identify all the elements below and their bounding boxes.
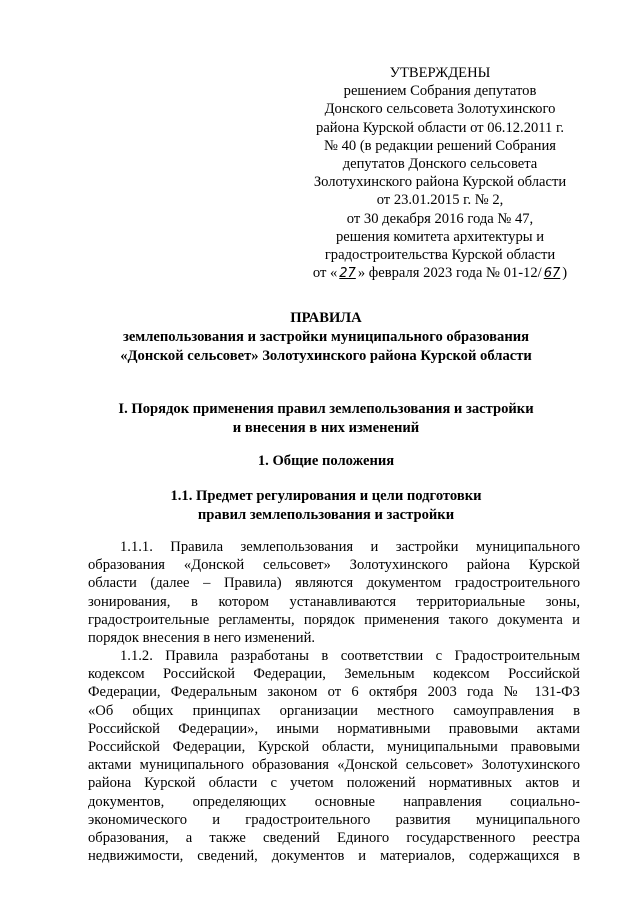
date-prefix: от «: [312, 265, 338, 282]
approval-line: № 40 (в редакции решений Собрания: [324, 137, 556, 154]
paragraph-line: документов, определяющих основные направления социально-: [88, 793, 580, 810]
paragraph-line: порядок внесения в него изменений.: [88, 630, 316, 647]
paragraph-line: области (далее – Правила) являются документом градостроительного: [88, 575, 580, 592]
paragraph-line: «Об общих принципах организации местного самоуправления в: [88, 702, 580, 719]
paragraph-1-1-1: [88, 538, 580, 647]
approval-line: решением Собрания депутатов: [343, 83, 537, 100]
subsection-heading-line: правил землепользования и застройки: [197, 507, 455, 523]
paragraph-line: Российской Федерации», иными нормативными правовыми актами: [88, 720, 580, 737]
approval-line: решения комитета архитектуры и: [335, 228, 545, 245]
section-heading-line: I. Порядок применения правил землепользования и застройки: [118, 401, 534, 417]
date-suffix: ): [562, 265, 568, 282]
paragraph-line: актами муниципального образования «Донской сельсовет» Золотухинского: [88, 757, 580, 774]
paragraph-1-1-2: [88, 647, 580, 865]
paragraph-line: образования «Донской сельсовет» Золотухинского района Курской: [88, 557, 580, 574]
paragraph-line: 1.1.2. Правила разработаны в соответствии с Градостроительным: [120, 648, 580, 664]
chapter-heading-text: 1. Общие положения: [257, 453, 395, 469]
title-main: ПРАВИЛА: [290, 310, 362, 326]
approval-line: Золотухинского района Курской области: [313, 174, 567, 191]
paragraph-line: Федерации, Федеральным законом от 6 октября 2003 года № 131-ФЗ: [88, 684, 580, 701]
paragraph-line: градостроительные регламенты, порядок применения такого документа и: [88, 611, 580, 628]
approval-line: Донского сельсовета Золотухинского: [324, 101, 556, 118]
approval-line: района Курской области от 06.12.2011 г.: [316, 119, 564, 136]
approval-line: от 30 декабря 2016 года № 47,: [346, 210, 534, 227]
approval-line: депутатов Донского сельсовета: [342, 156, 538, 173]
paragraph-line: недвижимости, сведений, документов и материалов, содержащихся в: [88, 848, 580, 865]
approval-line: от 23.01.2015 г. № 2,: [376, 192, 504, 209]
approval-block: [290, 64, 590, 283]
date-middle: » февраля 2023 года № 01-12/: [357, 265, 542, 282]
paragraph-line: кодексом Российской Федерации, Земельным кодексом Российской: [88, 666, 580, 683]
paragraph-line: района Курской области с учетом положений нормативных актов и: [88, 775, 580, 792]
chapter-heading: [60, 452, 592, 471]
title-sub-line: землепользования и застройки муниципального образования: [122, 329, 530, 345]
handwritten-number: 67: [543, 266, 561, 282]
paragraph-line: зонирования, в котором устанавливаются территориальные зоны,: [88, 593, 580, 610]
section-heading: [60, 400, 592, 438]
paragraph-line: Российской Федерации, Курской области, муниципальными правовыми: [88, 739, 580, 756]
approval-heading: УТВЕРЖДЕНЫ: [389, 65, 491, 81]
paragraph-line: образования, а также сведений Единого государственного реестра: [88, 830, 580, 847]
paragraph-line: 1.1.1. Правила землепользования и застройки муниципального: [120, 539, 580, 555]
approval-line: градостроительства Курской области: [324, 247, 556, 264]
handwritten-day: 27: [339, 266, 356, 282]
approval-date-line: [290, 264, 590, 283]
subsection-heading-line: 1.1. Предмет регулирования и цели подготовки: [170, 488, 482, 504]
section-heading-line: и внесения в них изменений: [232, 420, 420, 436]
subsection-heading: [60, 487, 592, 525]
document-title: [60, 309, 592, 366]
paragraph-line: экономического и градостроительного развития муниципального: [88, 811, 580, 828]
title-sub-line: «Донской сельсовет» Золотухинского района Курской области: [120, 348, 532, 364]
